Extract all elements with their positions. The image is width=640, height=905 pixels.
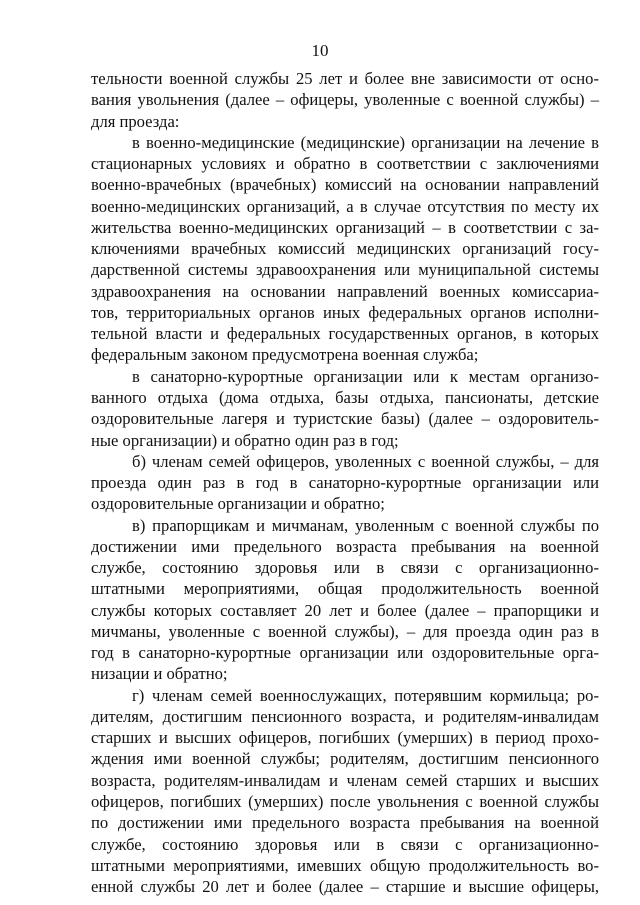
text-line: проезда один раз в год в санаторно-курортные организации или bbox=[91, 473, 599, 492]
text-line: ключениями врачебных комиссий медицинских организаций госу- bbox=[91, 239, 599, 259]
text-line: штатными мероприятиями, имевших общую продолжительность во- bbox=[91, 855, 599, 875]
text-line: возраста, родителям-инвалидам и членам семей старших и высших bbox=[91, 770, 599, 790]
text-line: службе, состоянию здоровья или в связи с организационно- bbox=[91, 558, 599, 578]
text-line: низации и обратно; bbox=[91, 664, 228, 684]
text-line: мичманы, уволенные с военной службы), – для проезда один раз в bbox=[91, 621, 599, 641]
text-line: федеральным законом предусмотрена военная служба; bbox=[91, 345, 479, 365]
text-line: в) прапорщикам и мичманам, уволенным с военной службы по bbox=[132, 515, 599, 535]
text-line: тельности военной службы 25 лет и более вне зависимости от осно- bbox=[91, 69, 599, 88]
text-line: стационарных условиях и обратно в соответствии с заключениями bbox=[91, 154, 599, 174]
text-line: здравоохранения на основании направлений военных комиссариа- bbox=[91, 281, 599, 301]
text-line: ные организации) и обратно один раз в год; bbox=[91, 430, 399, 450]
text-line: оздоровительные организации и обратно; bbox=[91, 494, 385, 514]
text-line: военно-врачебных (врачебных) комиссий на основании направлений bbox=[91, 175, 599, 195]
text-line: военно-медицинских организаций, а в случае отсутствия по месту их bbox=[91, 196, 599, 216]
text-line: по достижении ими предельного возраста пребывания на военной bbox=[91, 813, 599, 833]
text-line: старших и высших офицеров, погибших (умерших) в период прохо- bbox=[91, 728, 599, 748]
text-line: в санаторно-курортные организации или к местам организо- bbox=[132, 366, 599, 386]
text-line: ждения ими военной службы; родителям, достигшим пенсионного bbox=[91, 749, 599, 769]
text-line: жительства военно-медицинских организаций – в соответствии с за- bbox=[91, 217, 599, 237]
text-line: дарственной системы здравоохранения или муниципальной системы bbox=[91, 260, 599, 280]
text-line: достижении ими предельного возраста пребывания на военной bbox=[91, 536, 599, 556]
text-line: вания увольнения (далее – офицеры, уволенные с военной службы) – bbox=[91, 90, 599, 110]
text-line: ванного отдыха (дома отдыха, базы отдыха, пансионаты, детские bbox=[91, 387, 599, 407]
text-line: б) членам семей офицеров, уволенных с военной службы, – для bbox=[132, 451, 599, 471]
text-line: для проезда: bbox=[91, 111, 180, 131]
text-line: штатными мероприятиями, общая продолжительность военной bbox=[91, 579, 599, 599]
text-line: год в санаторно-курортные организации или оздоровительные орга- bbox=[91, 643, 599, 663]
text-line: офицеров, погибших (умерших) после увольнения с военной службы bbox=[91, 791, 599, 811]
page-number: 10 bbox=[311, 41, 329, 60]
text-line: тов, территориальных органов иных федеральных органов исполни- bbox=[91, 302, 599, 322]
text-line: тельной власти и федеральных государственных органов, в которых bbox=[91, 324, 599, 344]
text-line: г) членам семей военнослужащих, потерявшим кормильца; ро- bbox=[132, 685, 599, 705]
text-line: службе, состоянию здоровья или в связи с организационно- bbox=[91, 834, 599, 854]
text-line: дителям, достигшим пенсионного возраста, и родителям-инвалидам bbox=[91, 706, 599, 726]
text-line: службы которых составляет 20 лет и более (далее – прапорщики и bbox=[91, 600, 599, 620]
text-line: оздоровительные лагеря и туристские базы) (далее – оздоровитель- bbox=[91, 409, 599, 429]
text-line: в военно-медицинские (медицинские) организации на лечение в bbox=[132, 132, 599, 152]
text-line: енной службы 20 лет и более (далее – старшие и высшие офицеры, bbox=[91, 877, 599, 896]
